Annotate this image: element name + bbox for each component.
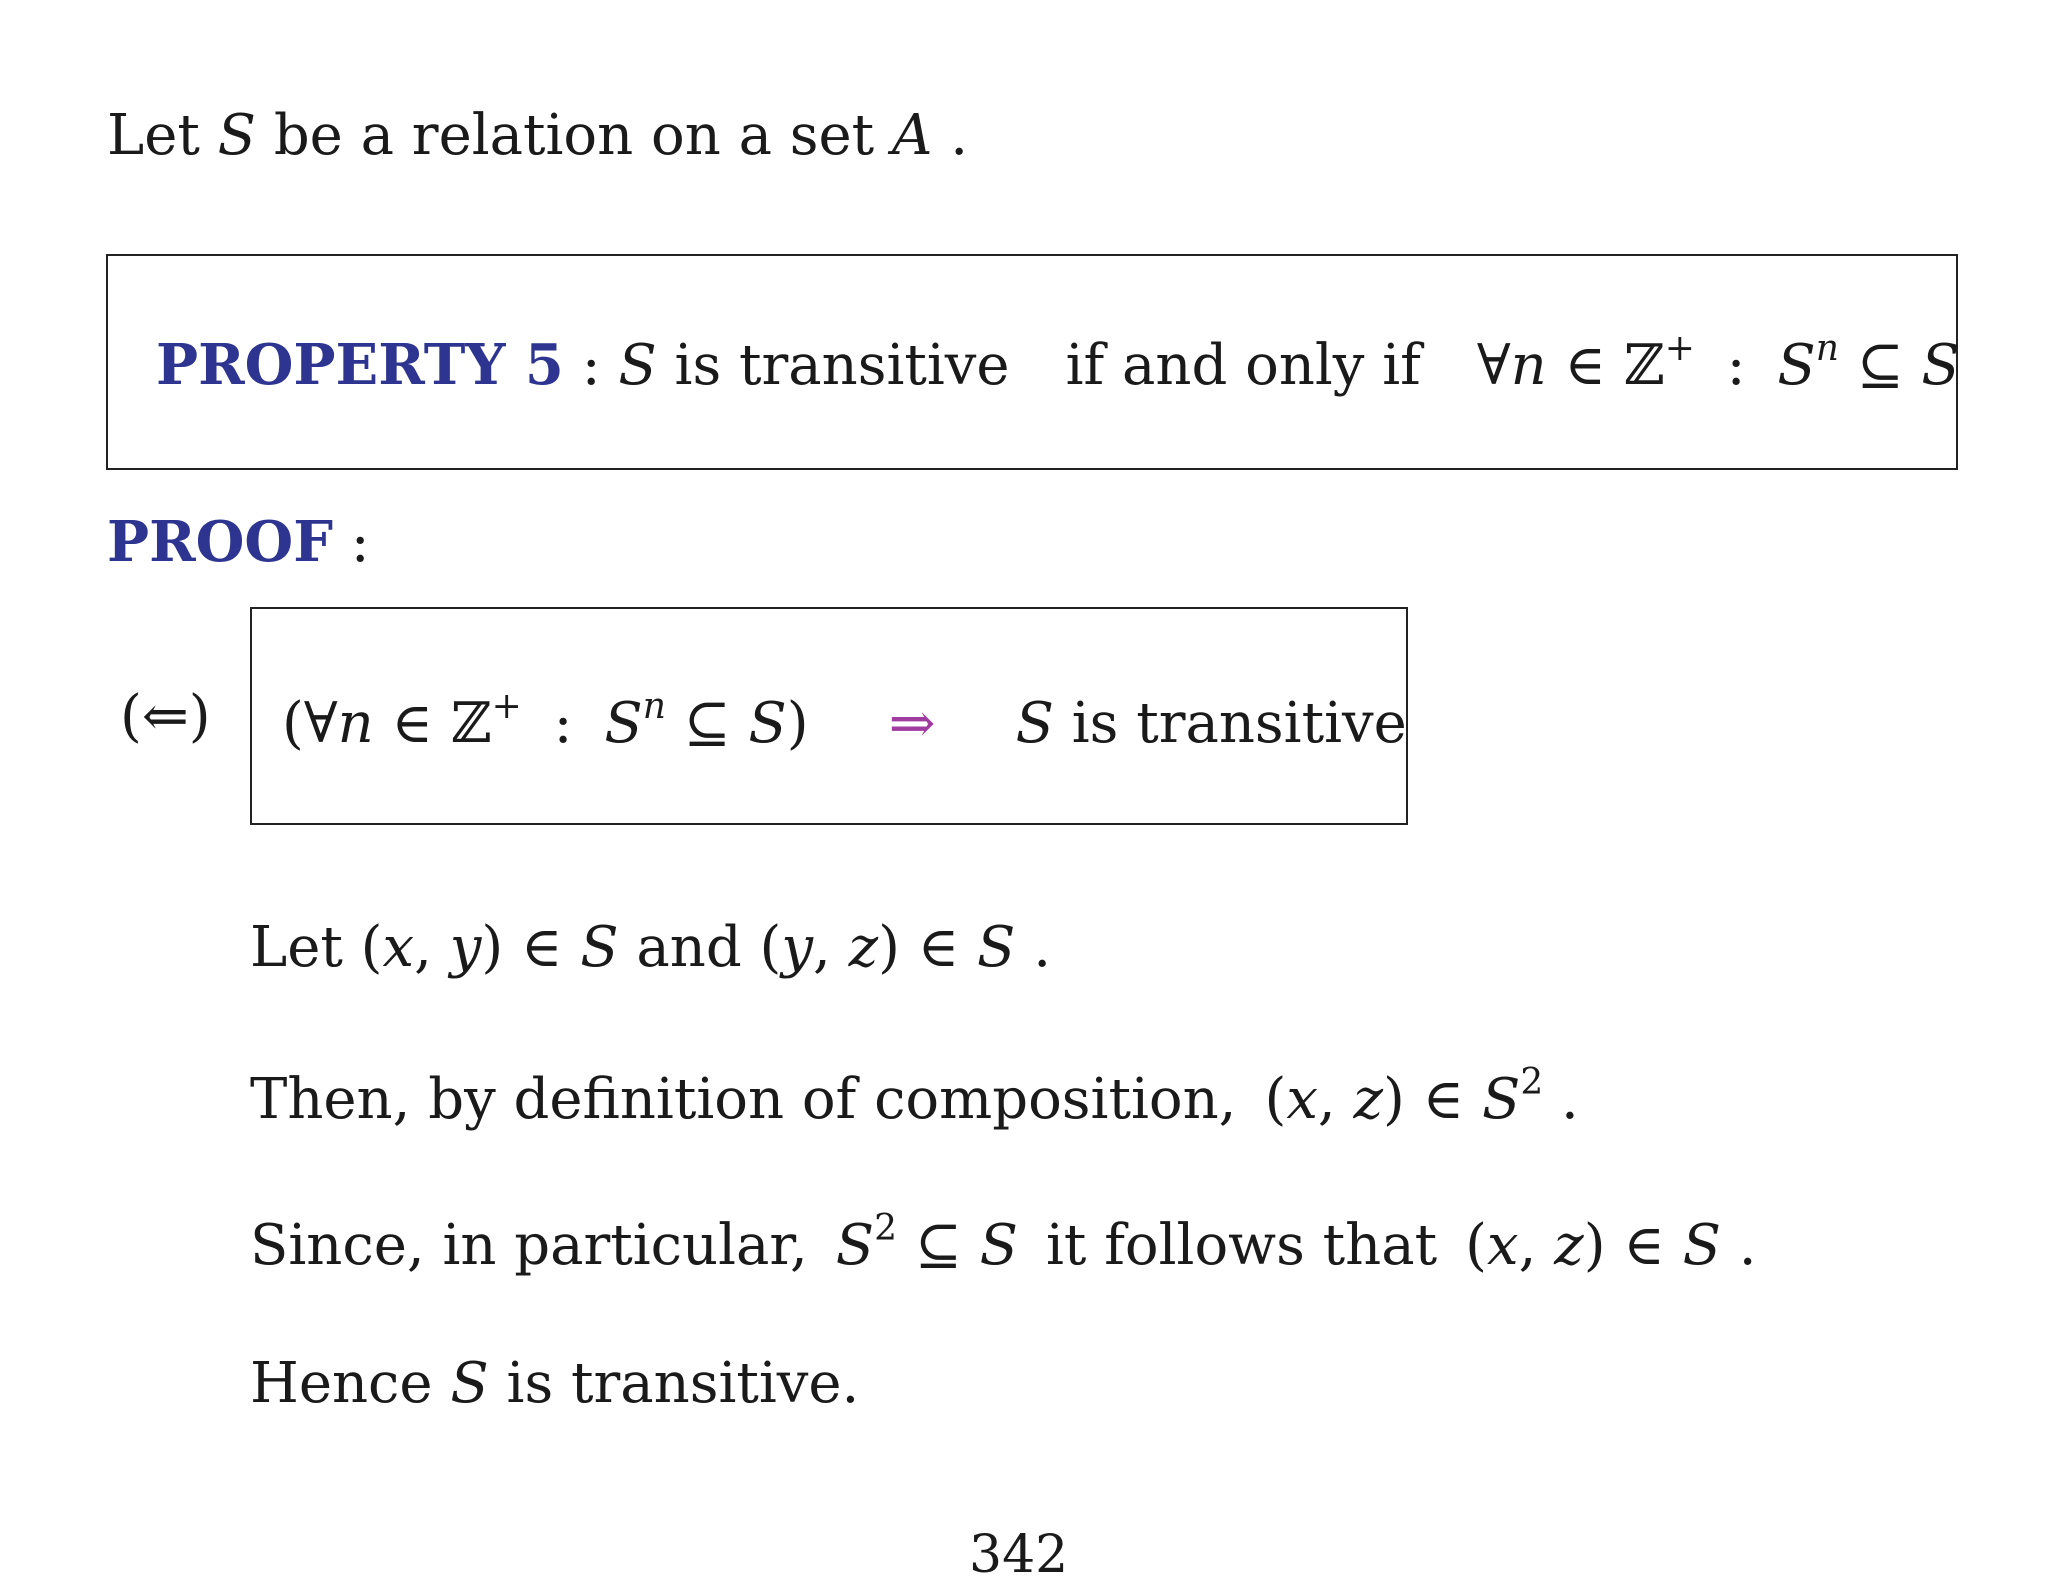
property-label: PROPERTY 5 [156,332,564,398]
proof-step-3: Since, in particular, $S^2$ ⊆ S it follows that (x, z) ∈ S . [250,1208,1757,1278]
direction-statement: (∀n ∈ ℤ+ : $S^n$ ⊆ S) ⇒ S is transitive [282,686,1407,756]
iff-text: if and only if [1065,333,1421,398]
proof-heading: PROOF : [107,509,370,575]
proof-step-2: Then, by definition of composition, (x, z) ∈ $S^2$ . [250,1062,1579,1132]
intro-line: Let S be a relation on a set A . [107,103,969,168]
implies-arrow: ⇒ [888,691,936,756]
property-statement: PROPERTY 5 : S is transitive if and only if ∀n ∈ ℤ+ : $S^n$ ⊆ S [156,328,1960,398]
direction-label: (⇐) [120,684,211,749]
math-S: S [217,103,257,168]
proof-step-4: Hence S is transitive. [250,1351,860,1416]
proof-label: PROOF [107,509,333,575]
page-number: 342 [969,1525,1069,1585]
math-A: A [891,103,933,168]
proof-step-1: Let (x, y) ∈ S and (y, z) ∈ S . [250,915,1052,980]
